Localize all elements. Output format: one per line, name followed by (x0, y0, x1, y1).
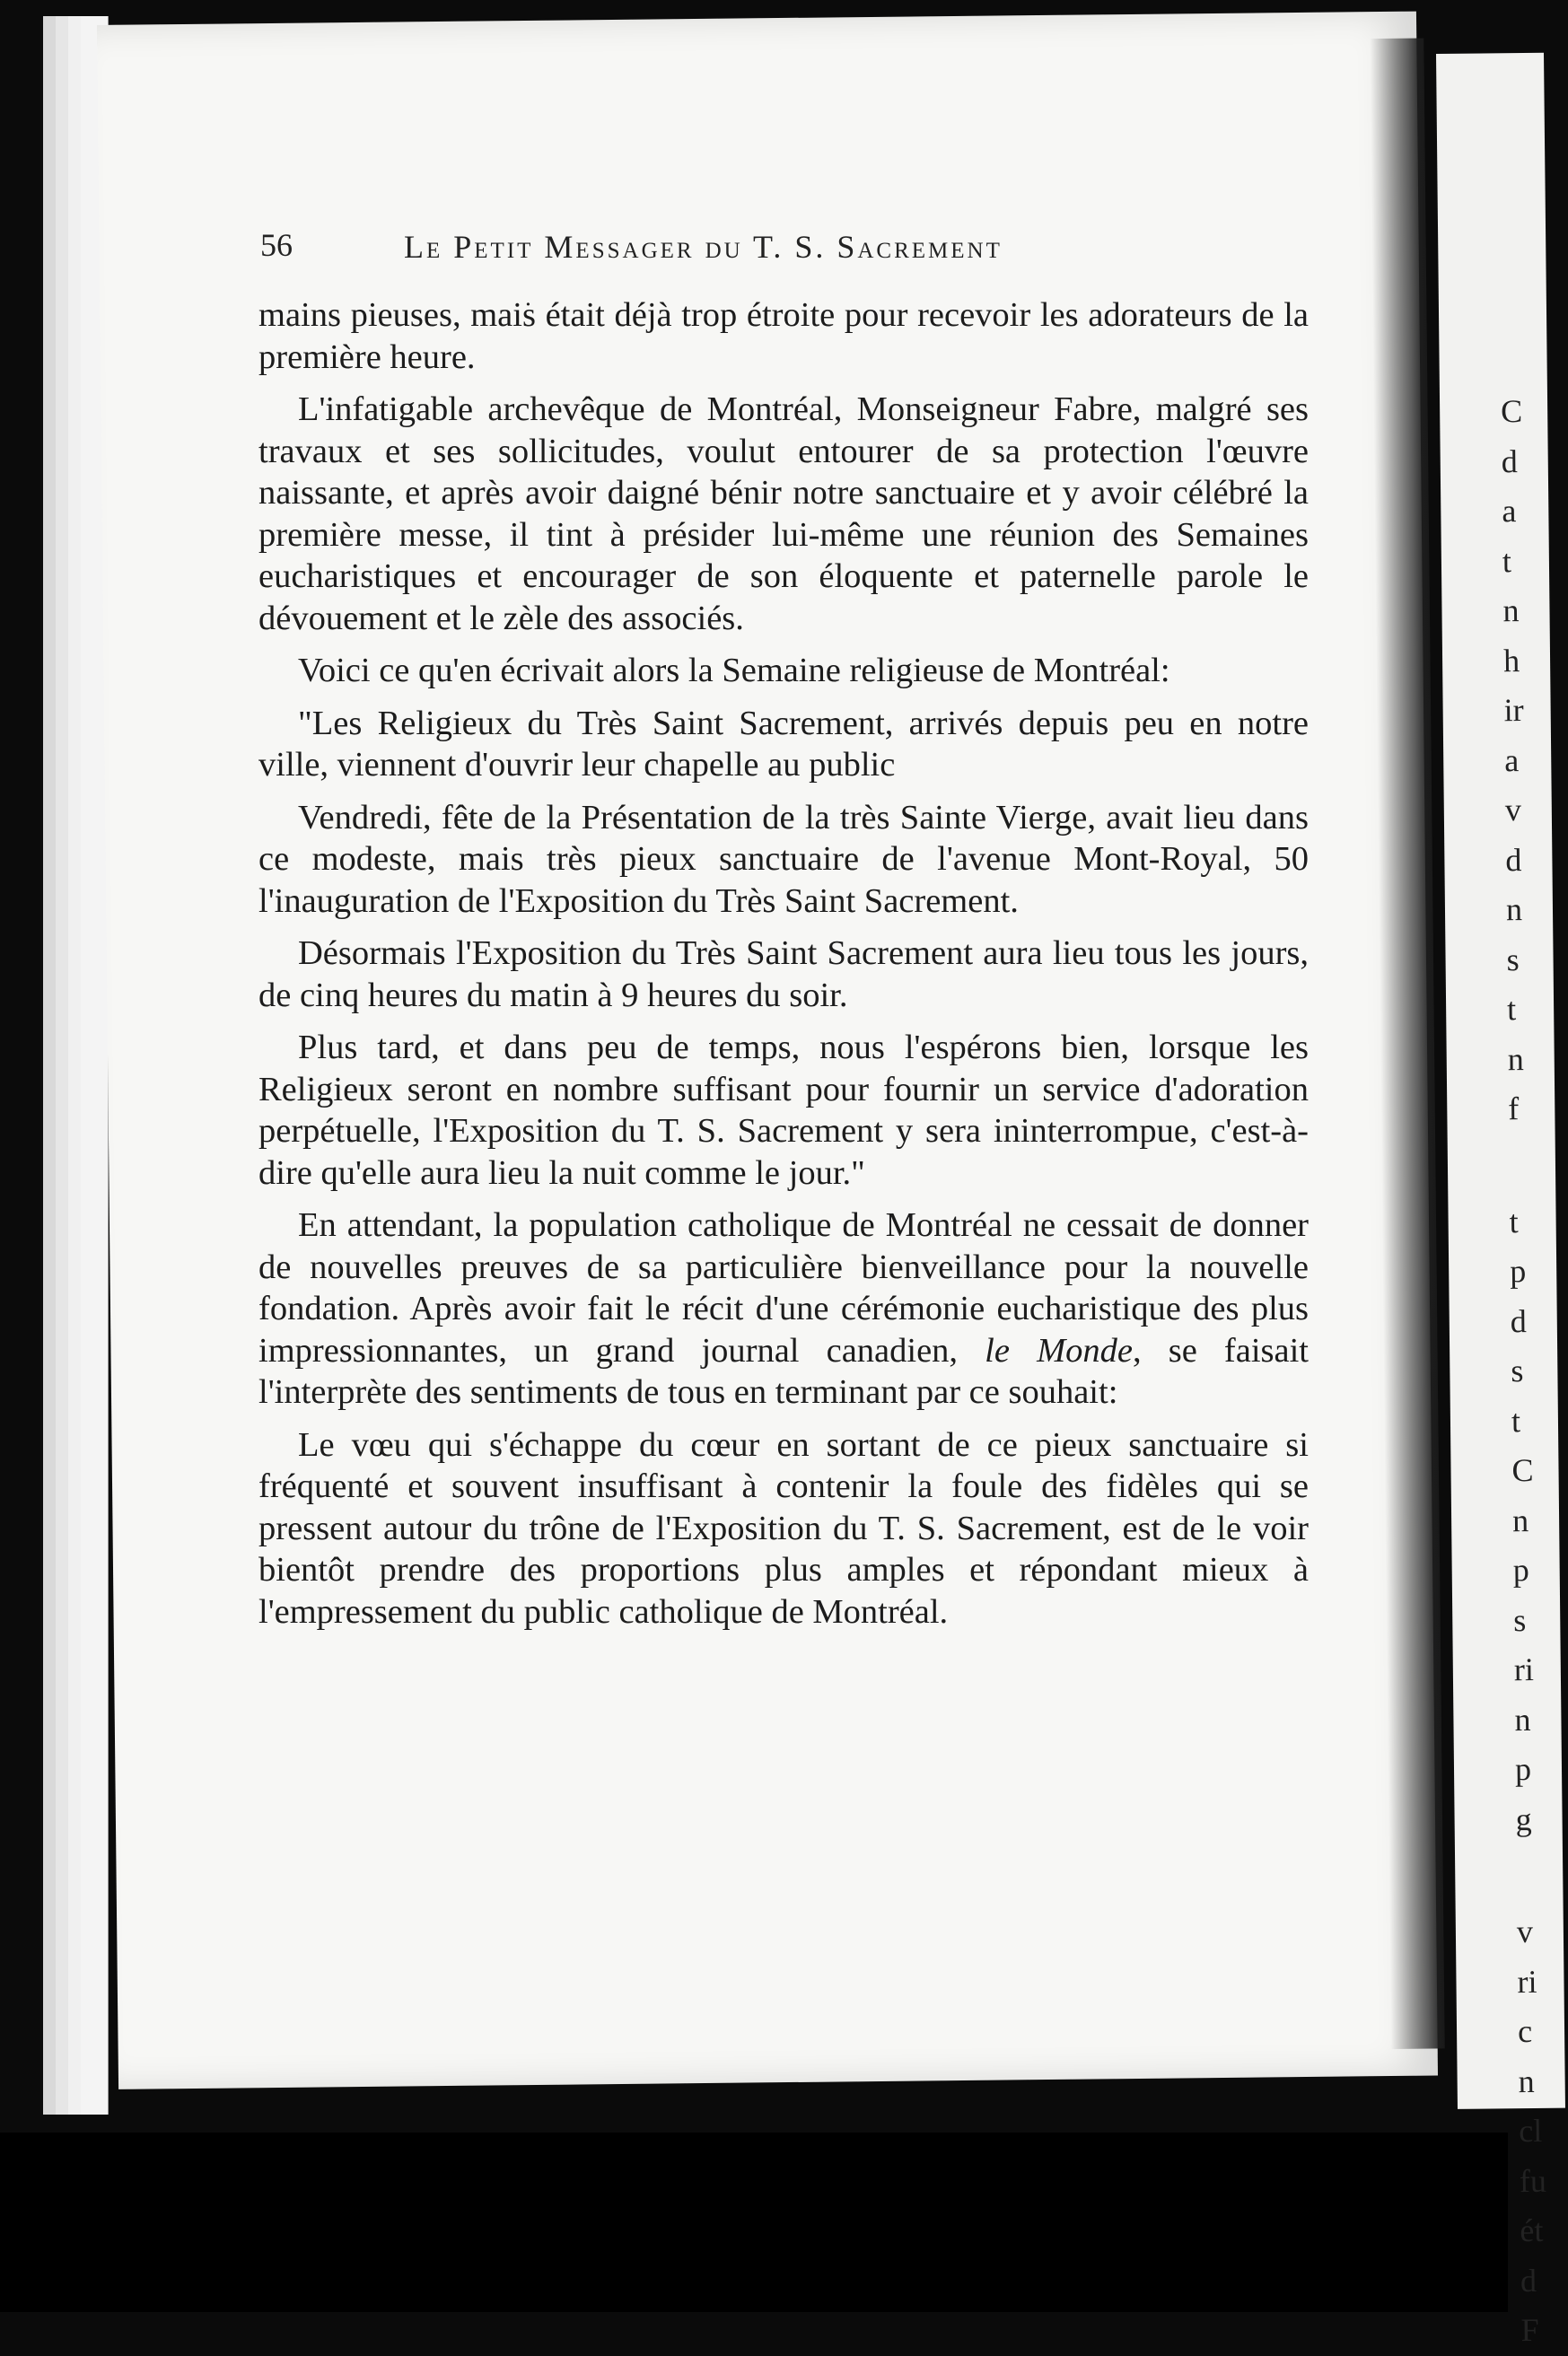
facing-page-fragment: cl (1519, 2112, 1543, 2150)
facing-page-fragment: d (1520, 2262, 1537, 2299)
facing-page-fragment: a (1504, 741, 1520, 778)
facing-page-fragment: n (1511, 1502, 1529, 1538)
paragraph-text: En attendant, la population catholique de Montréal ne cessait de donner de nouvelles preuves de sa particulière bienveillance pour la nouvelle fondation. Après avoir fait le récit d'une cérémonie eucharistique des plus impressionnantes, un grand journal canadien, (258, 1206, 1309, 1370)
facing-page-fragment: t (1502, 542, 1512, 579)
facing-page-fragment: d (1510, 1302, 1527, 1339)
facing-page-fragment: f (1508, 1090, 1520, 1127)
paragraph: mains pieuses, mai͘s était déjà trop étroite pour recevoir les adorateurs de la première heure. (258, 296, 1309, 376)
facing-page-fragment: ri (1517, 1963, 1537, 2000)
quote-paragraph: Le vœu qui s'échappe du cœur en sortant de ce pieux sanctuaire si fréquenté et souvent insuffisant à contenir la foule des fidèles qui se pressent autour du trône de l'Exposition du T. S. Sacrement, est de le voir bientôt prendre des proportions plus amples et répondant mieux à l'empressement du public catholique de Montréal. (258, 1425, 1309, 1631)
facing-page-fragment: v (1516, 1913, 1534, 1950)
gutter-shadow (1370, 39, 1444, 2050)
facing-page-fragment: c (1517, 2013, 1533, 2050)
page-number: 56 (260, 227, 293, 263)
facing-page-fragment: C (1511, 1451, 1534, 1489)
facing-page-fragment: F (1520, 2311, 1539, 2349)
facing-page-fragment: t (1509, 1203, 1519, 1239)
quote-paragraph: Désormais l'Exposition du Très Saint Sacrement aura lieu tous les jours, de cinq heures du matin à 9 heures du soir. (258, 934, 1309, 1014)
facing-page-fragment: n (1518, 2063, 1535, 2099)
paragraph: Voici ce qu'en écrivait alors la Semaine religieuse de Montréal: (298, 652, 1170, 689)
facing-page-fragment: h (1502, 642, 1520, 679)
facing-page-fragment: a (1502, 493, 1517, 530)
running-header (260, 226, 1194, 271)
background (0, 2133, 1508, 2312)
facing-page-fragment (1509, 1134, 1537, 1196)
facing-page-fragment: n (1502, 592, 1520, 629)
facing-page-fragment: v (1504, 792, 1522, 828)
paragraph: L'infatigable archevêque de Montréal, Monseigneur Fabre, malgré ses travaux et ses sollicitudes, voulut entourer de sa protection l'œuvre naissante, et après avoir daigné bénir notre sanctuaire et y avoir célébré la première messe, il tint à présider lui-même une réunion des Semaines eucharistiques et encourager de son éloquente et paternelle parole le dévouement et le zèle des associés. (258, 390, 1309, 637)
facing-page-fragment: p (1509, 1253, 1527, 1290)
facing-page-fragment: ri (1513, 1651, 1535, 1688)
facing-page-fragment: s (1506, 941, 1520, 977)
facing-page-fragment: fu (1519, 2162, 1547, 2199)
quote-paragraph: "Les Religieux du Très Saint Sacrement, arrivés depuis peu en notre ville, viennent d'ouvrir leur chapelle au public (258, 704, 1309, 784)
body-text (258, 294, 1309, 1643)
paragraph (258, 1204, 1309, 1414)
facing-page-fragment: d (1501, 442, 1518, 479)
facing-page-fragment: n (1507, 1040, 1524, 1077)
journal-title: le Monde (985, 1331, 1133, 1370)
facing-page-fragment: n (1514, 1701, 1531, 1738)
running-title: Le Petit Messager du T. S. Sacrement (404, 229, 1003, 265)
facing-page-fragment: C (1500, 393, 1523, 430)
facing-page-fragment: s (1511, 1353, 1524, 1389)
facing-page (1436, 53, 1565, 2349)
facing-page-fragment: n (1505, 891, 1523, 928)
facing-page-fragment: ir (1503, 692, 1524, 729)
facing-page-fragment: s (1513, 1601, 1527, 1638)
facing-page-fragment: p (1512, 1552, 1529, 1589)
facing-page-fragment (1516, 1844, 1544, 1907)
facing-page-fragment: ét (1520, 2211, 1544, 2249)
quote-paragraph: Vendredi, fête de la Présentation de la très Sainte Vierge, avait lieu dans ce modeste, mais très pieux sanctuaire de l'avenue Mont-Royal, 50 l'inauguration de l'Exposition du Très Saint Sacrement. (258, 798, 1309, 920)
facing-page-fragment: g (1515, 1800, 1532, 1837)
facing-page-fragments (1501, 387, 1548, 2356)
facing-page-fragment: d (1505, 841, 1522, 878)
paragraph-text: , se faisait l'interprète des sentiments de tous en terminant par ce souhait: (258, 1331, 1309, 1411)
facing-page-fragment: t (1511, 1402, 1521, 1439)
facing-page-fragment: t (1506, 991, 1517, 1028)
facing-page-fragment: p (1514, 1750, 1532, 1788)
quote-paragraph: Plus tard, et dans peu de temps, nous l'espérons bien, lorsque les Religieux seront en nombre suffisant pour fournir un service d'adoration perpétuelle, l'Exposition du T. S. Sacrement y sera ininterrompue, c'est-à-dire qu'elle aura lieu la nuit comme le jour." (258, 1029, 1309, 1192)
